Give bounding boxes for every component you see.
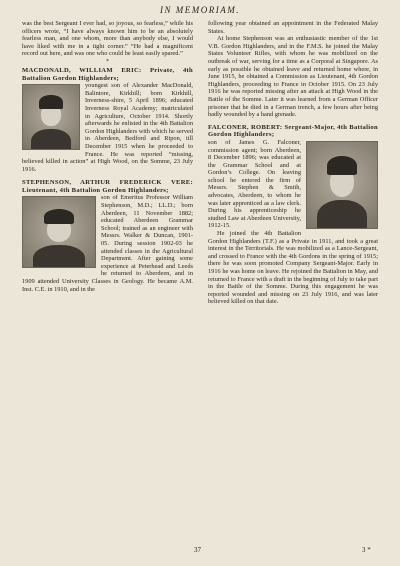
running-header: IN MEMORIAM. [160, 5, 240, 15]
portrait-photo-macdonald [22, 84, 80, 150]
page-number: 37 [194, 546, 201, 554]
entry-body-macdonald: youngest son of Alexander MacDonald, Balintore, Kirkhill; born Kirkhill, Inverness-shire, 5 April 1896; educated Inverness Royal Academy; matriculated in Agriculture, October 1914. Shortly afterwards he enlisted in the 4th Battalion Gordon Highlanders with which he served in Aberdeen, Bedford and Ripon, till December 1915 when he proceeded to France. He was reported “missing, believed killed in action” at High Wood, on the Somme, 23 July 1916. [22, 82, 193, 173]
entry-body-falconer: son of James G. Falconer, commission agent; born Aberdeen, 8 December 1896; was educated at the Grammar School and at Gordon’s College. On leaving school he entered the firm of Messrs. Stephen & Smith, advocates, Aberdeen, to whom he was later apprenticed as a law clerk. During his apprenticeship he studied Law at Aberdeen University, 1912-15. [208, 138, 301, 230]
entry-macdonald [22, 67, 193, 82]
paragraph-stephenson-war: At home Stephenson was an enthusiastic member of the 1st V.B. Gordon Highlanders, and in the F.M.S. he joined the Malay States Volunteer Rifles, with whom he was mobilized on the outbreak of war, serving for a time as a Corporal at Singapore. As early as possible he obtained leave and returned home where, in June 1915, he obtained a Commission as Lieutenant, 4th Gordon Highlanders, proceeding to France in October 1915. On 23 July 1916 he was reported missing after an attack at High Wood in the Battle of the Somme. Later it was learned from a German Officer prisoner that he died in a German trench, a few hours after being badly wounded by a hand grenade. [208, 35, 378, 119]
signature-mark: 3 * [362, 546, 371, 554]
entry-heading-macdonald: MACDONALD, WILLIAM ERIC: Private, 4th Battalion Gordon Highlanders; [22, 66, 193, 82]
entry-heading-falconer: FALCONER, ROBERT: Sergeant-Major, 4th Battalion Gordon Highlanders; [208, 123, 378, 139]
left-column [22, 20, 193, 293]
paragraph-falconer-service: He joined the 4th Battalion Gordon Highlanders (T.F.) as a Private in 1911, and took a great interest in the Territorials. He was mobilized as a Lance-Sergeant, and crossed to France with the 4th Gordons in the spring of 1915; there he was soon promoted Company Sergeant-Major. Early in 1916 he was home on leave. He rejoined the Battalion in May, and returned to France with a draft in the beginning of July to take part in the Battle of the Somme. During this engagement he was reported wounded and missing on 23 July 1916, and was later believed killed on that date. [208, 230, 378, 306]
entry-heading-stephenson: STEPHENSON, ARTHUR FREDERICK VERE: Lieutenant, 4th Battalion Gordon Highlanders; [22, 179, 193, 194]
portrait-photo-falconer [306, 141, 378, 229]
entry-falconer [208, 124, 378, 139]
portrait-photo-stephenson [22, 196, 96, 268]
paragraph-continued-right: following year obtained an appointment in the Federated Malay States. [208, 20, 378, 35]
section-divider-star: * [106, 58, 109, 65]
paragraph-continued: was the best Sergeant I ever had, so joyous, so fearless,” while his officers wrote, “I have always known him to be an absolutely fearless man, and one whom, more than anybody else, I would have liked with me in a tight corner.” “He had a magnificent record out here, and was one who could be least easily spared.” [22, 20, 193, 58]
right-column [208, 20, 378, 306]
entry-stephenson [22, 179, 193, 194]
entry-body-stephenson: son of Emeritus Professor William Stephenson, M.D.; LL.D.; born Aberdeen, 11 November 1882; educated Aberdeen Grammar School; trained as an engineer with Messrs. Walker & Duncan, 1901-05. During session 1902-03 he attended classes in the Agricultural Department. After gaining some experience at Peterhead and Leeds he returned to Aberdeen, and in 1909 attended University Classes in Geology. He became A.M. Inst. C.E. in 1910, and in the [22, 194, 193, 293]
